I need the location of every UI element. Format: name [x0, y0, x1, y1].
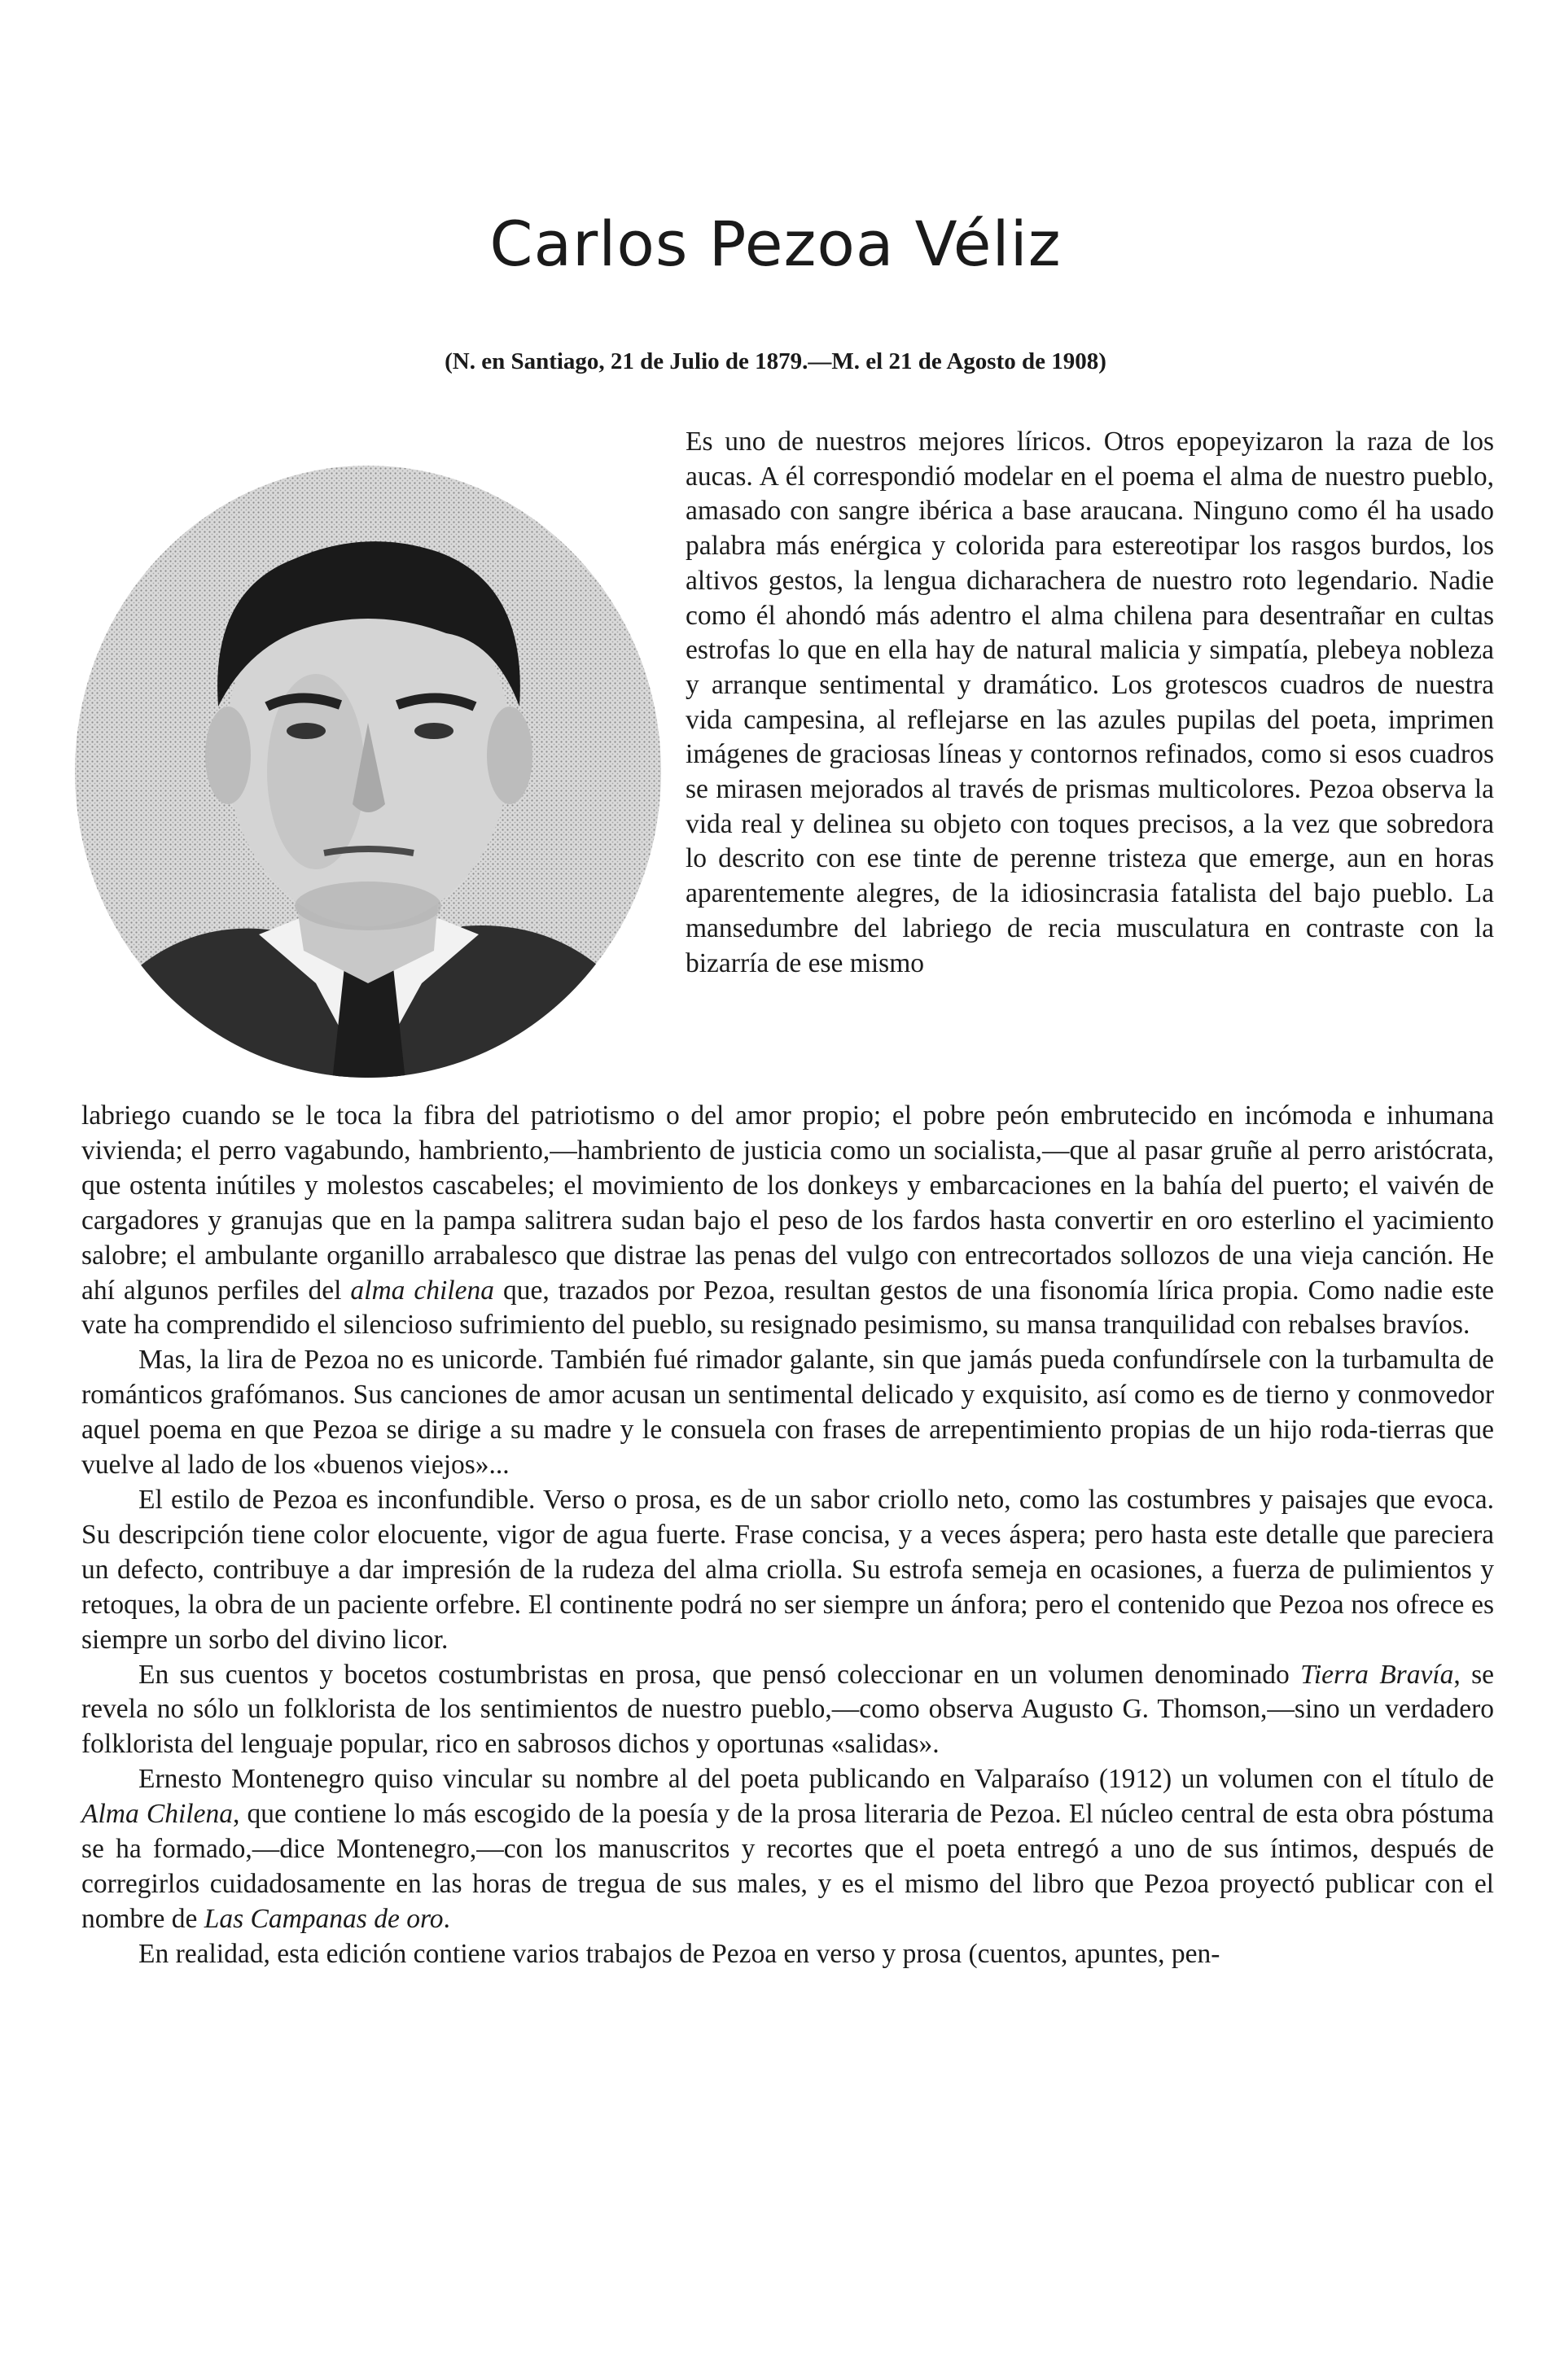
paragraph-1: labriego cuando se le toca la fibra del patriotismo o del amor propio; el pobre peón embrutecido en incómoda e inhumana vivienda; el perro vagabundo, hambriento,—hambriento de justicia como un socialista,—que al pasar gruñe al perro aristócrata, que ostenta inútiles y molestos cascabeles; el movimiento de los donkeys y embarcaciones en la bahía del puerto; el vaivén de cargadores y granujas que en la pampa salitrera sudan bajo el peso de los fardos hasta convertir en oro esterlino el yacimiento salobre; el ambulante organillo arrabalesco que distrae las penas del vulgo con entrecortados sollozos de una vieja canción. He ahí algunos perfiles del alma chilena que, trazados por Pezoa, resultan gestos de una fisonomía lírica propia. Como nadie este vate ha comprendido el silencioso sufrimiento del pueblo, su resignado pesimismo, su mansa tranquilidad con rebalses bravíos.	[81, 1100, 1494, 1341]
emphasis-alma-chilena-book: Alma Chilena	[81, 1799, 233, 1830]
intro-paragraph: Es uno de nuestros mejores líricos. Otros epopeyizaron la raza de los aucas. A él correspondió modelar en el poema el alma de nuestro pueblo, amasado con sangre ibérica a base araucana. Ninguno como él ha usado palabra más enérgica y colorida para estereotipar los rasgos burdos, los altivos gestos, la lengua dicharachera de nuestro roto legendario. Nadie como él ahondó más adentro el alma chilena para desentrañar en cultas estrofas lo que en ella hay de natural malicia y simpatía, plebeya nobleza y arranque sentimental y dramático. Los grotescos cuadros de nuestra vida campesina, al reflejarse en las azules pupilas del poeta, imprimen imágenes de graciosas líneas y contornos refinados, como si esos cuadros se mirasen mejorados al través de prismas multicolores. Pezoa observa la vida real y delinea su objeto con toques precisos, a la vez que sobredora lo descrito con ese tinte de perenne tristeza que emerge, aun en horas aparentemente alegres, de la idiosincrasia fatalista del bajo pueblo. La mansedumbre del labriego de recia musculatura en contraste con la bizarría de ese mismo	[686, 427, 1494, 978]
emphasis-las-campanas: Las Campanas de oro	[204, 1903, 444, 1934]
paragraph-4: En sus cuentos y bocetos costumbristas en prosa, que pensó coleccionar en un volumen denominado Tierra Bravía, se revela no sólo un folklorista de los sentimientos de nuestro pueblo,—como observa Augusto G. Thomson,—sino un verdadero folklorista del lenguaje popular, rico en sabrosos dichos y oportunas «salidas».	[81, 1659, 1494, 1760]
emphasis-alma-chilena: alma chilena	[350, 1275, 494, 1306]
page-subtitle: (N. en Santiago, 21 de Julio de 1879.—M. el 21 de Agosto de 1908)	[445, 348, 1106, 374]
page-title: Carlos Pezoa Véliz	[489, 208, 1062, 280]
paragraph-5: Ernesto Montenegro quiso vincular su nombre al del poeta publicando en Valparaíso (1912) un volumen con el título de Alma Chilena, que contiene lo más escogido de la poesía y de la prosa literaria de Pezoa. El núcleo central de esta obra póstuma se ha formado,—dice Montenegro,—con los manuscritos y recortes que el poeta entregó a uno de sus íntimos, después de corregirlos cuidadosamente en las horas de tregua de sus males, y es el mismo del libro que Pezoa proyectó publicar con el nombre de Las Campanas de oro.	[81, 1764, 1494, 1934]
paragraph-2: Mas, la lira de Pezoa no es unicorde. También fué rimador galante, sin que jamás pueda confundírsele con la turbamulta de románticos grafómanos. Sus canciones de amor acusan un sentimental delicado y exquisito, así como es de tierno y conmovedor aquel poema en que Pezoa se dirige a su madre y le consuela con frases de arrepentimiento propias de un hijo roda-tierras que vuelve al lado de los «buenos viejos»...	[81, 1345, 1494, 1481]
article-body	[81, 1099, 1494, 1972]
portrait-photo-icon	[72, 462, 664, 1081]
paragraph-3: El estilo de Pezoa es inconfundible. Verso o prosa, es de un sabor criollo neto, como las costumbres y paisajes que evoca. Su descripción tiene color elocuente, vigor de agua fuerte. Frase concisa, y a veces áspera; pero hasta este detalle que pareciera un defecto, contribuye a dar impresión de la rudeza del alma criolla. Su estrofa semeja en ocasiones, a fuerza de pulimientos y retoques, la obra de un paciente orfebre. El continente podrá no ser siempre un ánfora; pero el contenido que Pezoa nos ofrece es siempre un sorbo del divino licor.	[81, 1484, 1494, 1655]
paragraph-6: En realidad, esta edición contiene varios trabajos de Pezoa en verso y prosa (cuentos, apuntes, pen-	[138, 1938, 1220, 1969]
emphasis-tierra-bravia: Tierra Bravía	[1300, 1659, 1454, 1690]
